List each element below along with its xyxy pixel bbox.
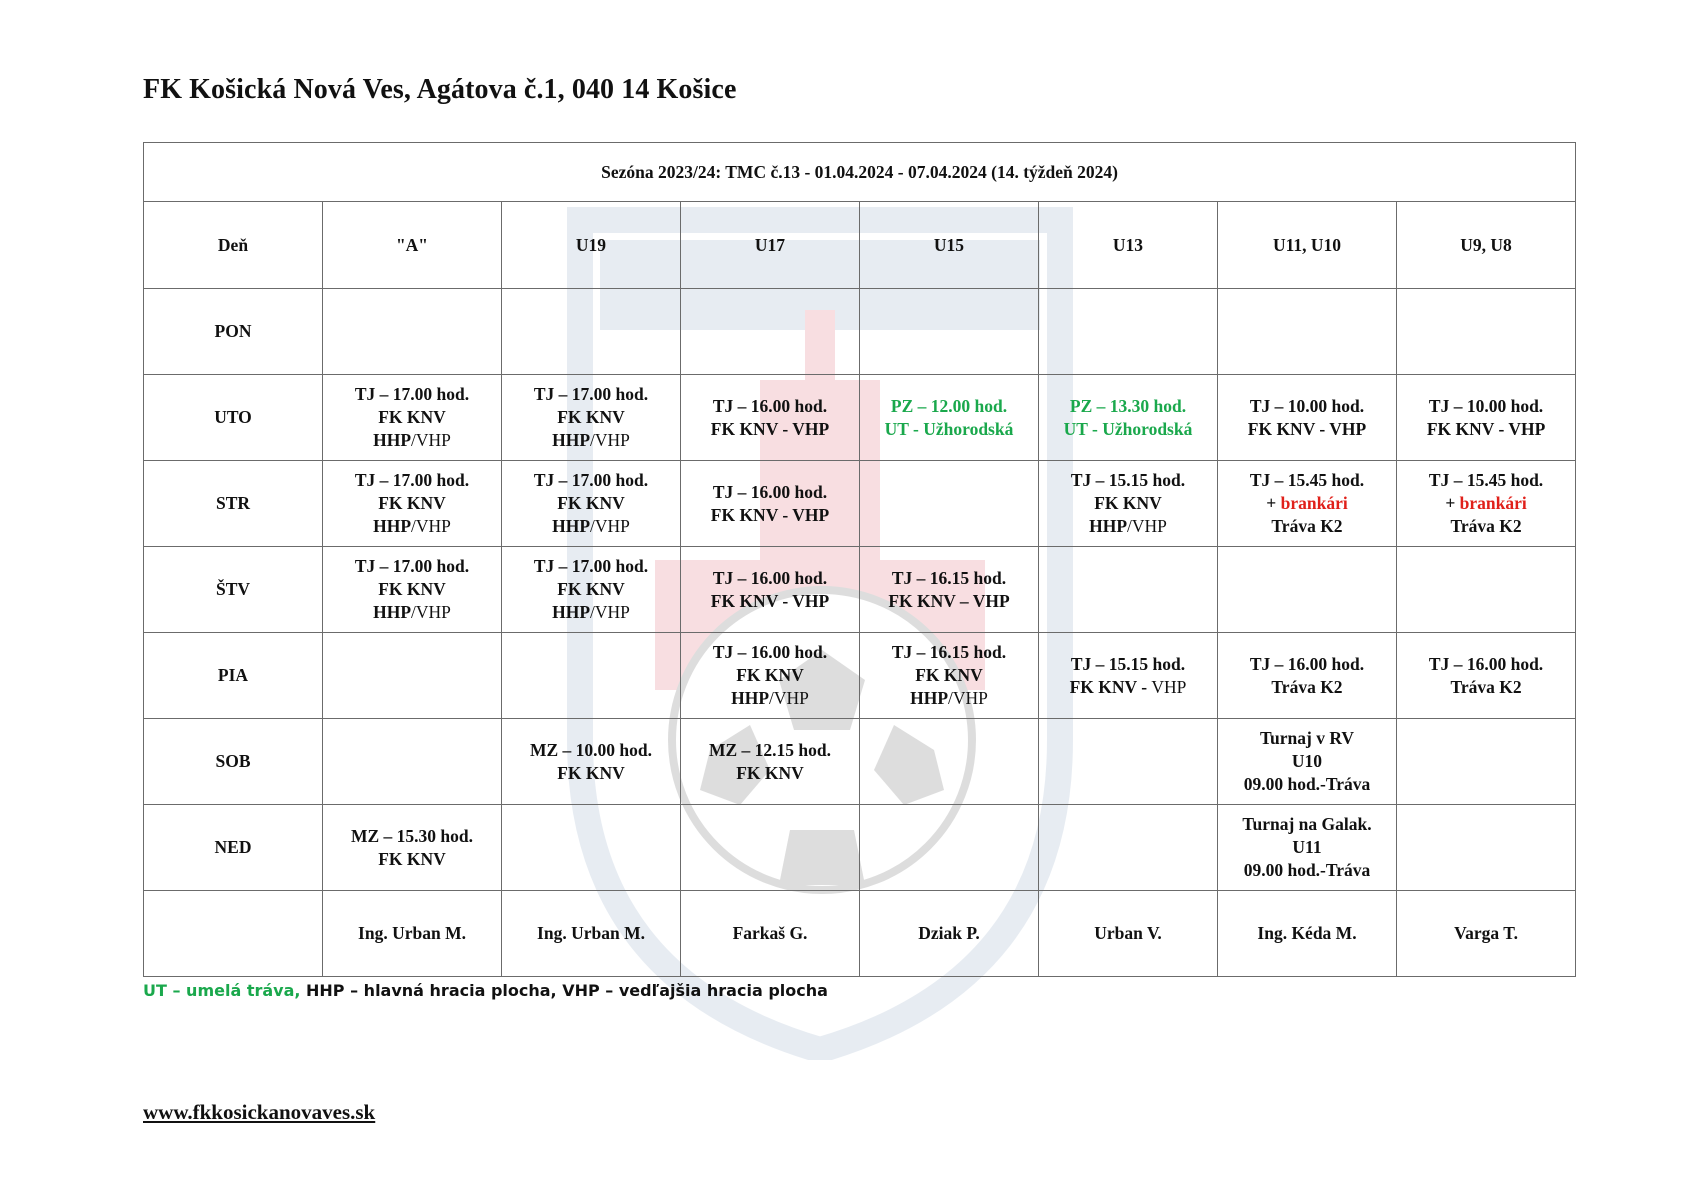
cell-text: FK KNV: [378, 579, 446, 599]
cell-text: HHP: [552, 516, 591, 536]
cell-line: [862, 687, 1036, 710]
schedule-cell: [323, 633, 502, 719]
cell-text: TJ – 15.45 hod.: [1249, 470, 1365, 490]
cell-text: /VHP: [590, 516, 630, 536]
cell-text: TJ – 15.15 hod.: [1070, 470, 1186, 490]
cell-text: UT - Užhorodská: [884, 418, 1014, 439]
schedule-cell: [860, 633, 1039, 719]
schedule-cell: [502, 547, 681, 633]
cell-line: [325, 848, 499, 871]
cell-text: HHP: [552, 430, 591, 450]
cell-line: [1220, 418, 1394, 441]
cell-line: [1041, 653, 1215, 676]
cell-line: [1399, 418, 1573, 441]
cell-text: MZ – 12.15 hod.: [708, 739, 832, 760]
cell-line: [1220, 395, 1394, 418]
cell-line: [1220, 750, 1394, 773]
cell-text: TJ – 16.00 hod.: [712, 395, 828, 416]
coach-name: Varga T.: [1397, 891, 1576, 977]
cell-text: TJ – 16.00 hod.: [712, 481, 828, 502]
cell-line: [862, 418, 1036, 441]
schedule-cell: [323, 719, 502, 805]
cell-text: TJ – 17.00 hod.: [533, 470, 649, 490]
cell-line: [1220, 676, 1394, 699]
table-row: [144, 547, 1576, 633]
schedule-cell: [1218, 289, 1397, 375]
cell-line: [683, 504, 857, 527]
cell-line: [325, 825, 499, 848]
cell-text: FK KNV - VHP: [1247, 418, 1367, 439]
cell-text: /VHP: [590, 602, 630, 622]
schedule-cell: [323, 805, 502, 891]
schedule-cell: [502, 461, 681, 547]
cell-line: [1041, 676, 1215, 699]
day-label: PIA: [144, 633, 323, 719]
cell-line: [325, 515, 499, 538]
cell-text: FK KNV - VHP: [710, 418, 830, 439]
cell-line: [504, 515, 678, 538]
cell-line: [1399, 492, 1573, 515]
column-header-team: U19: [502, 202, 681, 289]
cell-text: FK KNV: [557, 579, 625, 599]
cell-line: [1220, 836, 1394, 859]
cell-line: [1041, 395, 1215, 418]
column-header-team: U17: [681, 202, 860, 289]
cell-text: TJ – 16.15 hod.: [891, 567, 1007, 588]
cell-line: [504, 762, 678, 785]
cell-text: FK KNV: [736, 665, 804, 685]
cell-line: [1041, 469, 1215, 492]
website-link[interactable]: www.fkkosickanovaves.sk: [143, 1100, 376, 1124]
cell-text: HHP: [1089, 516, 1128, 536]
cell-text: Turnaj na Galak.: [1242, 814, 1372, 834]
schedule-cell: [502, 805, 681, 891]
legend-rest: HHP – hlavná hracia plocha, VHP – vedľajšia hracia plocha: [300, 981, 828, 1000]
schedule-cell: [323, 289, 502, 375]
schedule-cell: [860, 719, 1039, 805]
cell-text: FK KNV: [378, 493, 446, 513]
cell-text: UT - Užhorodská: [1063, 418, 1193, 439]
cell-text: Tráva K2: [1450, 676, 1522, 697]
schedule-cell: [1397, 547, 1576, 633]
schedule-cell: [502, 719, 681, 805]
schedule-cell: [1039, 461, 1218, 547]
schedule-cell: [1397, 375, 1576, 461]
cell-text: /VHP: [769, 688, 809, 708]
cell-line: [683, 395, 857, 418]
cell-text: U10: [1291, 751, 1323, 771]
cell-text: HHP: [731, 688, 770, 708]
cell-line: [683, 687, 857, 710]
schedule-cell: [860, 375, 1039, 461]
cell-line: [862, 395, 1036, 418]
schedule-cell: [1039, 375, 1218, 461]
cell-line: [504, 578, 678, 601]
cell-line: [1399, 515, 1573, 538]
cell-text: TJ – 15.15 hod.: [1070, 653, 1186, 674]
coach-row: [144, 891, 1576, 977]
cell-line: [1220, 813, 1394, 836]
schedule-cell: [681, 805, 860, 891]
cell-line: [325, 492, 499, 515]
cell-line: [683, 481, 857, 504]
cell-text: /VHP: [1127, 516, 1167, 536]
cell-line: [504, 492, 678, 515]
cell-text: TJ – 16.15 hod.: [891, 642, 1007, 662]
cell-text: FK KNV - VHP: [710, 504, 830, 525]
schedule-cell: [860, 289, 1039, 375]
schedule-cell: [1218, 805, 1397, 891]
day-label: UTO: [144, 375, 323, 461]
cell-line: [504, 383, 678, 406]
cell-text: FK KNV: [557, 407, 625, 427]
table-row: [144, 805, 1576, 891]
schedule-cell: [323, 461, 502, 547]
cell-line: [325, 383, 499, 406]
cell-text: /VHP: [411, 516, 451, 536]
table-row: [144, 375, 1576, 461]
cell-line: [325, 429, 499, 452]
cell-text: TJ – 16.00 hod.: [712, 642, 828, 662]
goalkeepers-note: brankári: [1280, 493, 1348, 513]
schedule-cell: [1397, 461, 1576, 547]
schedule-cell: [1039, 547, 1218, 633]
cell-text: HHP: [373, 430, 412, 450]
schedule-cell: [1039, 289, 1218, 375]
cell-text: TJ – 15.45 hod.: [1428, 470, 1544, 490]
schedule-cell: [1218, 547, 1397, 633]
cell-line: [504, 601, 678, 624]
cell-text: HHP: [373, 602, 412, 622]
day-label: STR: [144, 461, 323, 547]
cell-text: FK KNV - VHP: [710, 590, 830, 611]
column-header-day: Deň: [144, 202, 323, 289]
cell-line: [504, 406, 678, 429]
cell-text: HHP: [552, 602, 591, 622]
cell-text: Tráva K2: [1271, 676, 1343, 697]
column-header-team: U15: [860, 202, 1039, 289]
cell-text: TJ – 17.00 hod.: [354, 556, 470, 576]
schedule-cell: [1397, 289, 1576, 375]
cell-line: [1220, 469, 1394, 492]
cell-text: +: [1445, 493, 1460, 513]
training-schedule-table: [143, 142, 1576, 977]
schedule-cell: [1397, 633, 1576, 719]
schedule-cell: [1039, 633, 1218, 719]
day-label: NED: [144, 805, 323, 891]
cell-text: FK KNV -: [1069, 676, 1152, 697]
cell-line: [325, 601, 499, 624]
cell-text: TJ – 17.00 hod.: [354, 470, 470, 490]
cell-line: [862, 567, 1036, 590]
schedule-cell: [681, 633, 860, 719]
schedule-cell: [1397, 719, 1576, 805]
cell-text: HHP: [373, 516, 412, 536]
schedule-cell: [860, 547, 1039, 633]
schedule-cell: [681, 375, 860, 461]
cell-line: [1041, 418, 1215, 441]
schedule-cell: [1218, 461, 1397, 547]
cell-text: HHP: [910, 688, 949, 708]
cell-text: TJ – 16.00 hod.: [712, 567, 828, 588]
table-row: [144, 719, 1576, 805]
schedule-cell: [323, 375, 502, 461]
season-title: Sezóna 2023/24: TMC č.13 - 01.04.2024 - 07.04.2024 (14. týždeň 2024): [144, 143, 1576, 202]
schedule-cell: [502, 375, 681, 461]
cell-text: PZ – 12.00 hod.: [890, 395, 1008, 416]
cell-text: /VHP: [590, 430, 630, 450]
cell-text: /VHP: [411, 602, 451, 622]
cell-text: TJ – 10.00 hod.: [1249, 395, 1365, 416]
coach-name: Ing. Urban M.: [323, 891, 502, 977]
cell-line: [1220, 515, 1394, 538]
column-header-team: U13: [1039, 202, 1218, 289]
schedule-cell: [681, 461, 860, 547]
cell-text: 09.00 hod.-Tráva: [1243, 774, 1371, 794]
cell-line: [862, 590, 1036, 613]
day-label: PON: [144, 289, 323, 375]
cell-text: Turnaj v RV: [1259, 728, 1355, 748]
cell-text: /VHP: [411, 430, 451, 450]
organization-title: FK Košická Nová Ves, Agátova č.1, 040 14 Košice: [143, 74, 737, 105]
cell-line: [325, 469, 499, 492]
coach-name: Dziak P.: [860, 891, 1039, 977]
schedule-cell: [502, 289, 681, 375]
cell-text: TJ – 16.00 hod.: [1249, 653, 1365, 674]
cell-line: [1041, 492, 1215, 515]
cell-line: [504, 739, 678, 762]
cell-text: FK KNV: [736, 762, 804, 783]
goalkeepers-note: brankári: [1459, 493, 1527, 513]
cell-line: [1220, 492, 1394, 515]
cell-text: TJ – 17.00 hod.: [533, 384, 649, 404]
schedule-cell: [1397, 805, 1576, 891]
cell-text: /VHP: [948, 688, 988, 708]
cell-line: [683, 664, 857, 687]
cell-text: VHP: [1151, 676, 1187, 697]
cell-line: [1220, 727, 1394, 750]
day-label: ŠTV: [144, 547, 323, 633]
cell-line: [683, 567, 857, 590]
cell-text: 09.00 hod.-Tráva: [1243, 860, 1371, 880]
cell-text: MZ – 15.30 hod.: [350, 825, 474, 846]
day-label: SOB: [144, 719, 323, 805]
cell-line: [325, 578, 499, 601]
cell-line: [683, 739, 857, 762]
coach-name: Ing. Urban M.: [502, 891, 681, 977]
schedule-cell: [681, 547, 860, 633]
column-header-team: "A": [323, 202, 502, 289]
schedule-cell: [681, 289, 860, 375]
schedule-cell: [1039, 805, 1218, 891]
cell-text: TJ – 17.00 hod.: [354, 384, 470, 404]
cell-line: [504, 429, 678, 452]
cell-text: FK KNV: [557, 493, 625, 513]
cell-line: [1399, 676, 1573, 699]
cell-text: TJ – 10.00 hod.: [1428, 395, 1544, 416]
cell-text: FK KNV: [378, 848, 446, 869]
cell-line: [1399, 653, 1573, 676]
cell-line: [683, 590, 857, 613]
cell-text: U11: [1292, 837, 1322, 857]
cell-line: [1220, 773, 1394, 796]
schedule-cell: [681, 719, 860, 805]
cell-line: [683, 641, 857, 664]
cell-line: [504, 469, 678, 492]
coach-name: Ing. Kéda M.: [1218, 891, 1397, 977]
cell-line: [504, 555, 678, 578]
schedule-cell: [502, 633, 681, 719]
coach-name: Farkaš G.: [681, 891, 860, 977]
legend-ut: UT – umelá tráva,: [143, 981, 301, 1000]
cell-line: [683, 418, 857, 441]
cell-text: Tráva K2: [1450, 516, 1522, 536]
schedule-cell: [1039, 719, 1218, 805]
cell-text: FK KNV: [915, 665, 983, 685]
cell-line: [1220, 653, 1394, 676]
cell-line: [862, 664, 1036, 687]
schedule-cell: [1218, 633, 1397, 719]
cell-line: [683, 762, 857, 785]
column-header-team: U9, U8: [1397, 202, 1576, 289]
cell-text: FK KNV: [378, 407, 446, 427]
cell-text: TJ – 17.00 hod.: [533, 556, 649, 576]
coach-name: Urban V.: [1039, 891, 1218, 977]
table-row: [144, 461, 1576, 547]
cell-text: MZ – 10.00 hod.: [529, 739, 653, 760]
coach-name: [144, 891, 323, 977]
cell-text: Tráva K2: [1271, 516, 1343, 536]
schedule-cell: [860, 805, 1039, 891]
cell-text: FK KNV: [1094, 493, 1162, 513]
cell-text: FK KNV – VHP: [888, 590, 1010, 611]
column-header-team: U11, U10: [1218, 202, 1397, 289]
cell-text: TJ – 16.00 hod.: [1428, 653, 1544, 674]
cell-line: [325, 555, 499, 578]
cell-line: [1399, 469, 1573, 492]
cell-line: [325, 406, 499, 429]
schedule-cell: [1218, 719, 1397, 805]
schedule-cell: [323, 547, 502, 633]
cell-line: [1399, 395, 1573, 418]
cell-text: FK KNV - VHP: [1426, 418, 1546, 439]
cell-text: FK KNV: [557, 762, 625, 783]
cell-text: +: [1266, 493, 1281, 513]
table-row: [144, 633, 1576, 719]
legend: [143, 981, 828, 1000]
schedule-cell: [860, 461, 1039, 547]
cell-text: PZ – 13.30 hod.: [1069, 395, 1187, 416]
cell-line: [862, 641, 1036, 664]
cell-line: [1041, 515, 1215, 538]
cell-line: [1220, 859, 1394, 882]
table-row: [144, 289, 1576, 375]
schedule-cell: [1218, 375, 1397, 461]
